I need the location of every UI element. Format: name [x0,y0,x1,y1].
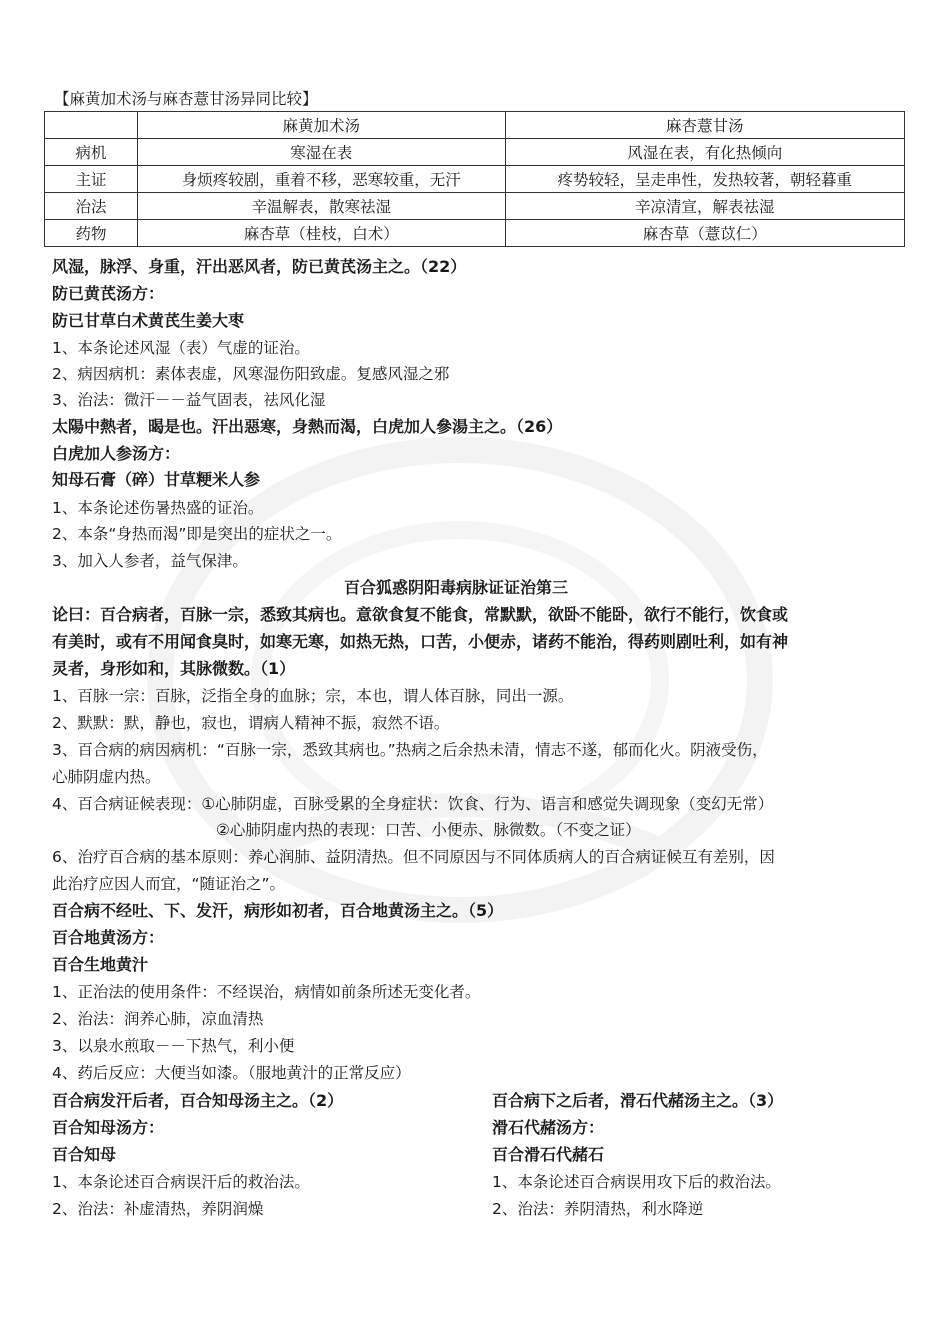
note-line: 此治疗应因人而宜，“随证治之”。 [52,875,286,893]
table-cell: 麻杏草（桂枝，白术） [138,220,505,247]
note-line: 2、本条“身热而渴”即是突出的症状之一。 [52,525,342,543]
table-cell: 麻杏草（薏苡仁） [505,220,904,247]
formula-ingredients: 防已甘草白术黄芪生姜大枣 [52,311,245,330]
left-column-line: 百合病发汗后者，百合知母汤主之。（2） [52,1091,344,1110]
note-line: 6、治疗百合病的基本原则：养心润肺、益阴清热。但不同原因与不同体质病人的百合病证候互有差别，因 [52,848,775,866]
comparison-table [44,111,905,247]
note-line: 心肺阴虚内热。 [52,768,161,786]
note-line: 2、默默：默，静也，寂也，谓病人精神不振，寂然不语。 [52,714,450,732]
table-cell: 身烦疼较剧，重着不移，恶寒较重，无汗 [138,166,505,193]
formula-ingredients: 百合生地黄汁 [52,955,149,974]
table-cell: 治法 [45,193,138,220]
left-column-line: 1、本条论述百合病误汗后的救治法。 [52,1173,310,1191]
table-cell: 辛温解表，散寒祛湿 [138,193,505,220]
note-line: 3、以泉水煎取－－下热气，利小便 [52,1037,295,1055]
table-cell: 主证 [45,166,138,193]
table-cell: 药物 [45,220,138,247]
note-line: 2、病因病机：素体表虚，风寒湿伤阳致虚。复感风湿之邪 [52,365,450,383]
table-cell: 辛凉清宣，解表祛湿 [505,193,904,220]
note-line: 4、百合病证候表现：①心肺阴虚，百脉受累的全身症状：饮食、行为、语言和感觉失调现象（变幻无常） [52,795,774,813]
clause-text: 有美时，或有不用闻食臭时，如寒无寒，如热无热，口苦，小便赤，诸药不能治，得药则剧吐利，如有神 [52,632,789,651]
left-column-line: 百合知母 [52,1145,117,1164]
clause-text: 论曰：百合病者，百脉一宗，悉致其病也。意欲食复不能食，常默默，欲卧不能卧，欲行不能行，饮食或 [52,605,789,624]
clause-text: 灵者，身形如和，其脉微数。（1） [52,659,296,678]
right-column-line: 1、本条论述百合病误用攻下后的救治法。 [492,1173,781,1191]
left-column-line: 百合知母汤方： [52,1118,165,1137]
note-line: 1、本条论述伤暑热盛的证治。 [52,499,264,517]
note-line: 1、百脉一宗：百脉，泛指全身的血脉；宗，本也，谓人体百脉，同出一源。 [52,687,574,705]
clause-heading: 百合病不经吐、下、发汗，病形如初者，百合地黄汤主之。（5） [52,901,504,920]
table-caption: 【麻黄加术汤与麻杏薏甘汤异同比较】 [54,90,318,108]
note-line: ②心肺阴虚内热的表现：口苦、小便赤、脉微数。（不变之证） [216,821,641,839]
table-cell: 病机 [45,139,138,166]
formula-heading: 百合地黄汤方： [52,928,165,947]
note-line: 2、治法：润养心肺，凉血清热 [52,1010,264,1028]
note-line: 1、正治法的使用条件：不经误治，病情如前条所述无变化者。 [52,983,481,1001]
table-row [45,220,905,247]
clause-heading: 太陽中熱者，暍是也。汗出惡寒，身熱而渴，白虎加人參湯主之。（26） [52,417,563,436]
right-column-line: 2、治法：养阴清热，利水降逆 [492,1200,704,1218]
clause-heading: 风湿，脉浮、身重，汗出恶风者，防已黄芪汤主之。（22） [52,257,467,276]
table-row [45,139,905,166]
table-row [45,166,905,193]
formula-heading: 白虎加人参汤方： [52,444,181,463]
table-cell: 寒湿在表 [138,139,505,166]
note-line: 1、本条论述风湿（表）气虚的证治。 [52,339,310,357]
left-column-line: 2、治法：补虚清热，养阴润燥 [52,1200,264,1218]
table-cell: 疼势较轻，呈走串性，发热较著，朝轻暮重 [505,166,904,193]
note-line: 4、药后反应：大便当如漆。（服地黄汁的正常反应） [52,1064,411,1082]
table-row [45,193,905,220]
right-column-line: 滑石代赭汤方： [492,1118,605,1137]
chapter-title: 百合狐惑阴阳毒病脉证证治第三 [344,578,569,597]
table-header-cell: 麻杏薏甘汤 [505,112,904,139]
table-header-cell: 麻黄加术汤 [138,112,505,139]
formula-ingredients: 知母石膏（碎）甘草粳米人参 [52,470,261,489]
table-cell: 风湿在表，有化热倾向 [505,139,904,166]
right-column-line: 百合病下之后者，滑石代赭汤主之。（3） [492,1091,784,1110]
note-line: 3、加入人参者，益气保津。 [52,552,248,570]
formula-heading: 防已黄芪汤方： [52,284,165,303]
note-line: 3、治法：微汗－－益气固表，祛风化湿 [52,391,326,409]
table-header-row [45,112,905,139]
note-line: 3、百合病的病因病机：“百脉一宗，悉致其病也。”热病之后余热未清，情志不遂，郁而化火。阴液受伤， [52,741,768,759]
right-column-line: 百合滑石代赭石 [492,1145,605,1164]
table-header-cell [45,112,138,139]
